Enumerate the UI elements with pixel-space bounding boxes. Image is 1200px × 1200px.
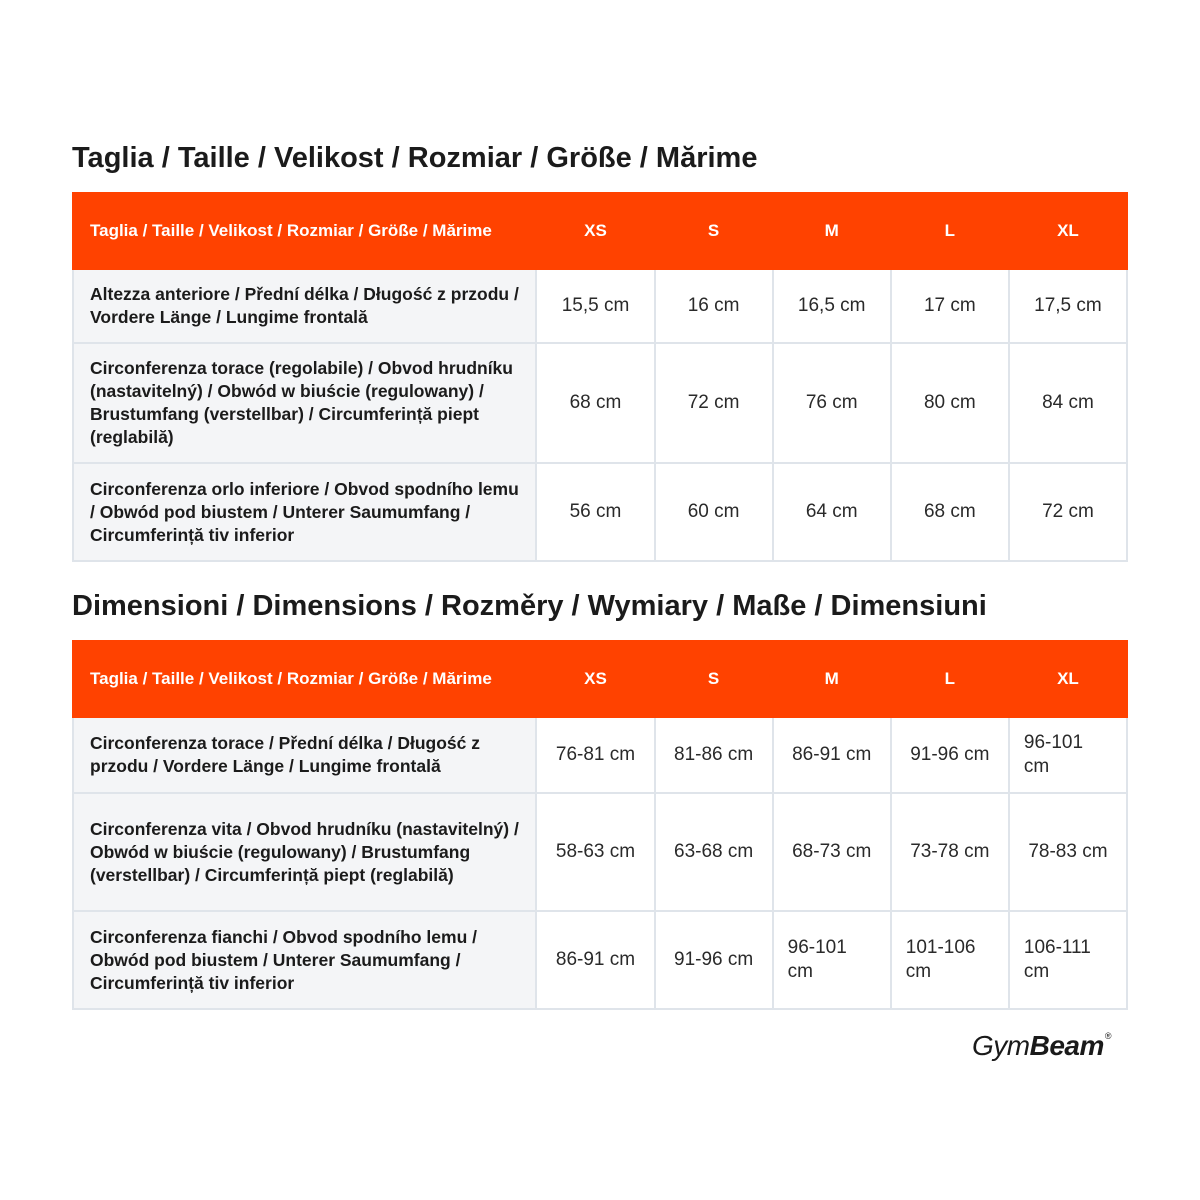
row-label: Circonferenza torace (regolabile) / Obvod hrudníku (nastavitelný) / Obwód w biuście (regulowany) / Brustumfang (verstellbar) / Circumferință piept (reglabilă) <box>73 343 536 463</box>
dimensions-table <box>72 640 1128 1010</box>
table-cell: 17 cm <box>891 269 1009 343</box>
row-label: Circonferenza orlo inferiore / Obvod spodního lemu / Obwód pod biustem / Unterer Saumumfang / Circumferință tiv inferior <box>73 463 536 561</box>
logo-text-light: Gym <box>972 1030 1030 1061</box>
table-cell: 17,5 cm <box>1009 269 1127 343</box>
size-header-s: S <box>655 641 773 717</box>
size-header-xs: XS <box>536 641 654 717</box>
table-cell: 101-106 cm <box>891 911 1009 1009</box>
table-row <box>73 793 1127 911</box>
size-header-s: S <box>655 193 773 269</box>
table-cell: 16,5 cm <box>773 269 891 343</box>
row-label: Circonferenza fianchi / Obvod spodního lemu / Obwód pod biustem / Unterer Saumumfang / Circumferință tiv inferior <box>73 911 536 1009</box>
table-cell: 78-83 cm <box>1009 793 1127 911</box>
table-cell: 86-91 cm <box>773 717 891 793</box>
table-cell: 68 cm <box>891 463 1009 561</box>
gymbeam-logo <box>972 1032 1111 1060</box>
registered-mark: ® <box>1104 1031 1112 1041</box>
size-section-title: Taglia / Taille / Velikost / Rozmiar / Größe / Mărime <box>72 142 758 174</box>
table-cell: 86-91 cm <box>536 911 654 1009</box>
table-cell: 106-111 cm <box>1009 911 1127 1009</box>
table-row <box>73 463 1127 561</box>
size-header-m: M <box>773 641 891 717</box>
table-cell: 91-96 cm <box>891 717 1009 793</box>
row-label: Circonferenza vita / Obvod hrudníku (nastavitelný) / Obwód w biuście (regulowany) / Brustumfang (verstellbar) / Circumferință piept (reglabilă) <box>73 793 536 911</box>
row-label: Circonferenza torace / Přední délka / Długość z przodu / Vordere Länge / Lungime frontală <box>73 717 536 793</box>
dimensions-section-title: Dimensioni / Dimensions / Rozměry / Wymiary / Maße / Dimensiuni <box>72 590 987 622</box>
table-cell: 60 cm <box>655 463 773 561</box>
table-row <box>73 343 1127 463</box>
size-header-m: M <box>773 193 891 269</box>
size-header-xl: XL <box>1009 641 1127 717</box>
size-header-xl: XL <box>1009 193 1127 269</box>
table-cell: 76-81 cm <box>536 717 654 793</box>
table-cell: 73-78 cm <box>891 793 1009 911</box>
size-header-l: L <box>891 193 1009 269</box>
table-row <box>73 269 1127 343</box>
size-table <box>72 192 1128 562</box>
size-header-l: L <box>891 641 1009 717</box>
table-cell: 91-96 cm <box>655 911 773 1009</box>
table-cell: 72 cm <box>655 343 773 463</box>
table-cell: 15,5 cm <box>536 269 654 343</box>
table-cell: 58-63 cm <box>536 793 654 911</box>
table-cell: 16 cm <box>655 269 773 343</box>
table-header-row <box>73 641 1127 717</box>
table-cell: 84 cm <box>1009 343 1127 463</box>
table-cell: 96-101 cm <box>1009 717 1127 793</box>
table-cell: 56 cm <box>536 463 654 561</box>
table-cell: 68 cm <box>536 343 654 463</box>
table-cell: 96-101 cm <box>773 911 891 1009</box>
size-header-label: Taglia / Taille / Velikost / Rozmiar / Größe / Mărime <box>73 641 536 717</box>
size-header-label: Taglia / Taille / Velikost / Rozmiar / Größe / Mărime <box>73 193 536 269</box>
table-cell: 68-73 cm <box>773 793 891 911</box>
table-cell: 80 cm <box>891 343 1009 463</box>
table-header-row <box>73 193 1127 269</box>
table-cell: 63-68 cm <box>655 793 773 911</box>
size-header-xs: XS <box>536 193 654 269</box>
table-cell: 72 cm <box>1009 463 1127 561</box>
table-cell: 76 cm <box>773 343 891 463</box>
row-label: Altezza anteriore / Přední délka / Długość z przodu / Vordere Länge / Lungime frontală <box>73 269 536 343</box>
table-cell: 81-86 cm <box>655 717 773 793</box>
table-row <box>73 911 1127 1009</box>
logo-text-bold: Beam <box>1029 1030 1104 1061</box>
table-cell: 64 cm <box>773 463 891 561</box>
table-row <box>73 717 1127 793</box>
